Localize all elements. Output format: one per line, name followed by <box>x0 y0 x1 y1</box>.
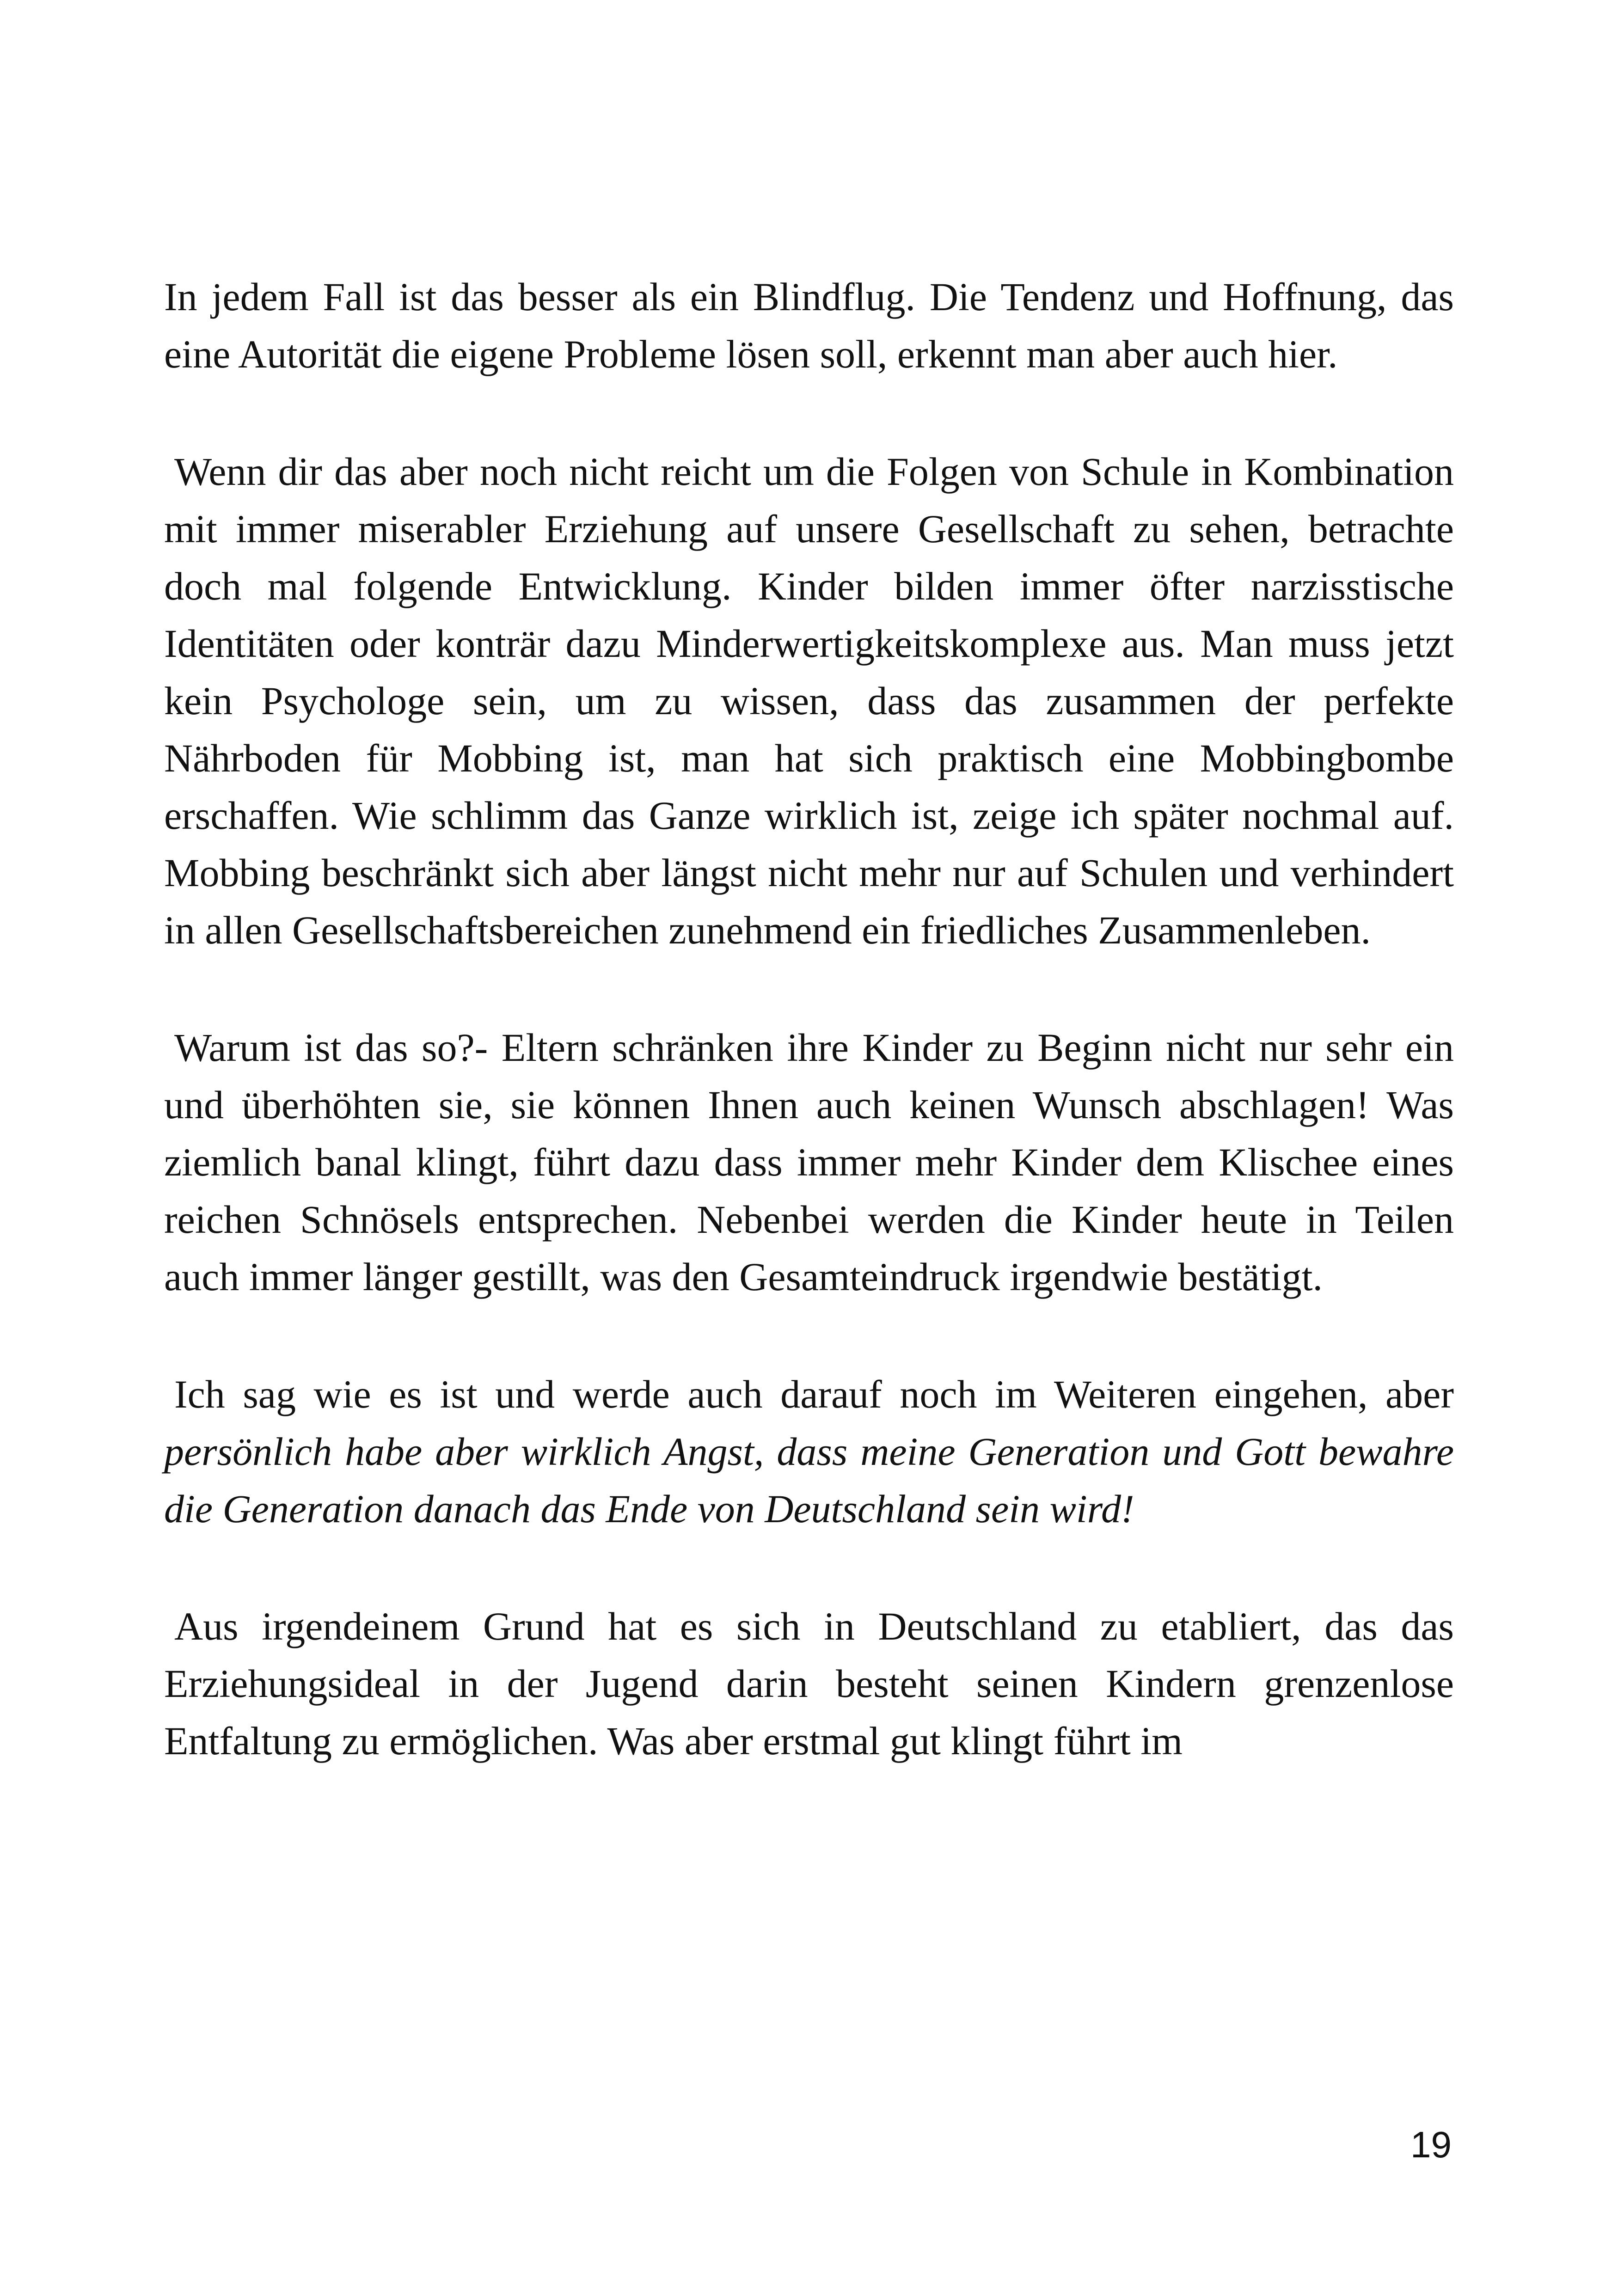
paragraph-2: Wenn dir das aber noch nicht reicht um die Folgen von Schule in Kombination mit immer miserabler Erziehung auf unsere Gesellschaft zu sehen, betrachte doch mal folgende Entwicklung. Kinder bilden immer öfter narzisstische Identitäten oder konträr dazu Minderwertigkeitskomplexe aus. Man muss jetzt kein Psychologe sein, um zu wissen, dass das zusammen der perfekte Nährboden für Mobbing ist, man hat sich praktisch eine Mobbingbombe erschaffen. Wie schlimm das Ganze wirklich ist, zeige ich später nochmal auf. Mobbing beschränkt sich aber längst nicht mehr nur auf Schulen und verhindert in allen Gesellschaftsbereichen zunehmend ein friedliches Zusammenleben. <box>164 449 1454 952</box>
page-body <box>164 268 1454 1830</box>
paragraph-5: Aus irgendeinem Grund hat es sich in Deutschland zu etabliert, das das Erziehungsideal in der Jugend darin besteht seinen Kindern grenzenlose Entfaltung zu ermöglichen. Was aber erstmal gut klingt führt im <box>164 1604 1454 1763</box>
page-number: 19 <box>1410 2124 1452 2165</box>
paragraph-4 <box>164 1365 1454 1537</box>
paragraph-4-regular-text: Ich sag wie es ist und werde auch darauf noch im Weiteren eingehen, aber <box>174 1372 1454 1416</box>
paragraph-3: Warum ist das so?- Eltern schränken ihre Kinder zu Beginn nicht nur sehr ein und überhöhten sie, sie können Ihnen auch keinen Wunsch abschlagen! Was ziemlich banal klingt, führt dazu dass immer mehr Kinder dem Klischee eines reichen Schnösels entsprechen. Nebenbei werden die Kinder heute in Teilen auch immer länger gestillt, was den Gesamteindruck irgendwie bestätigt. <box>164 1025 1454 1299</box>
paragraph-4-italic-text: persönlich habe aber wirklich Angst, dass meine Generation und Gott bewahre die Generation danach das Ende von Deutschland sein wird! <box>164 1429 1454 1531</box>
paragraph-1: In jedem Fall ist das besser als ein Blindflug. Die Tendenz und Hoffnung, das eine Autorität die eigene Probleme lösen soll, erkennt man aber auch hier. <box>164 275 1454 376</box>
